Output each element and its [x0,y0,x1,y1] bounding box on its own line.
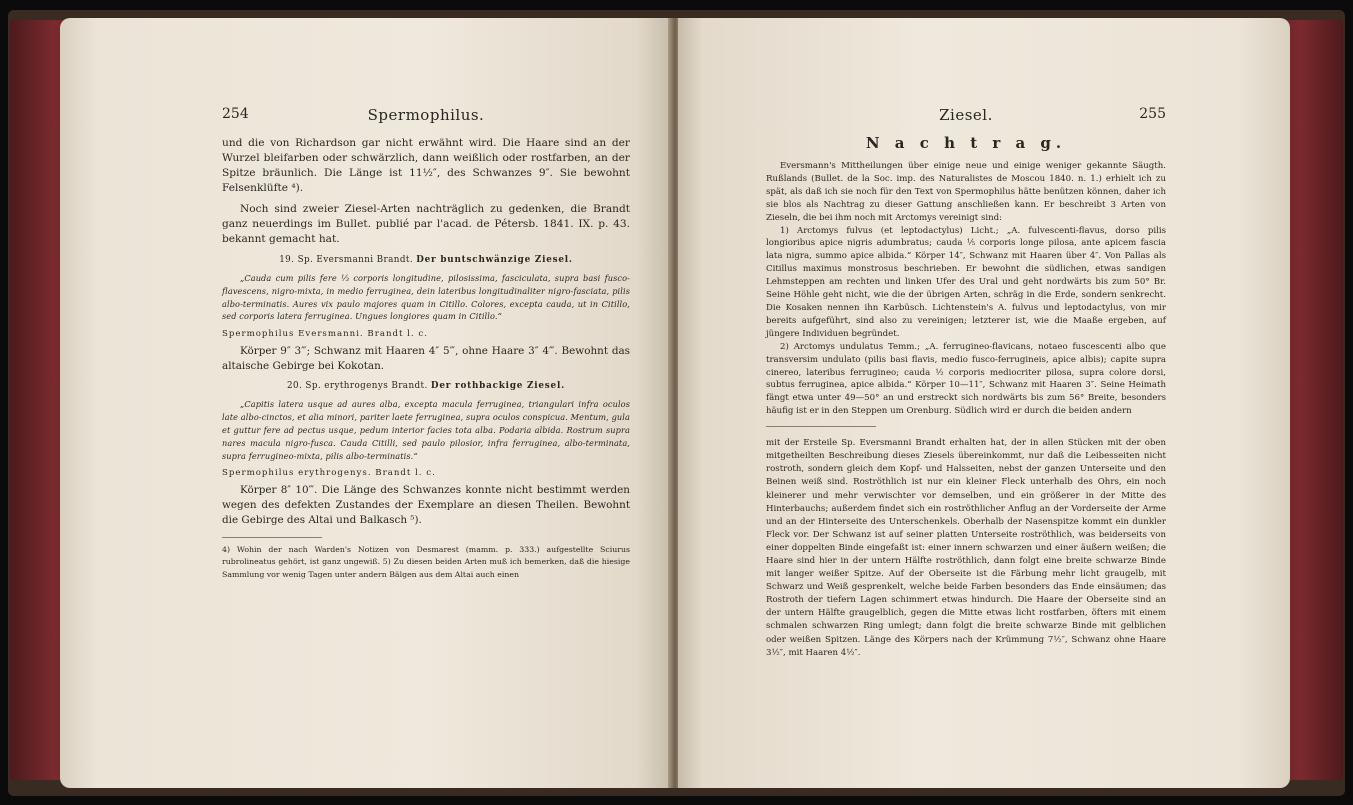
footnote-rule [222,537,322,538]
left-page [60,18,673,788]
left-para2: Noch sind zweier Ziesel-Arten nachträglich zu gedenken, die Brandt ganz neuerdings im Bullet. publié par l'acad. de Pétersb. 1841. IX. p. 43. bekannt gemacht hat. [222,203,630,245]
left-intro: und die von Richardson gar nicht erwähnt wird. Die Haare sind an der Wurzel bleifarben oder schwärzlich, dann weißlich oder rostfarben, an der Spitze bräunlich. Die Länge ist 11½″, des Schwanzes 9″. Sie bewohnt Felsenklüfte ⁴). [222,137,630,194]
species-20-synonym: Spermophilus erythrogenys. Brandt l. c. [222,468,436,479]
left-running-title: Spermophilus. [367,106,485,124]
right-running-title: Ziesel. [939,106,993,124]
species-19-latin: „Cauda cum pilis fere ⅓ corporis longitudine, pilosissima, fasciculata, supra basi fusco-flavescens, nigro-mixta, in medio ferruginea, dein lateribus longitudinaliter nigro-fasciata, pilis albo-terminatis. Aures vix paulo majores quam in Citillo. Colores, excepta cauda, ut in Citillo, sed corporis latera ferruginea. Ungues longiores quam in Citillo.“ [222,273,630,322]
species-19-body: Körper 9″ 3‴; Schwanz mit Haaren 4″ 5‴, ohne Haare 3″ 4‴. Bewohnt das altaische Gebirge bei Kokotan. [222,345,630,372]
left-running-head [222,106,630,130]
right-page [678,18,1290,788]
species-20-latin: „Capitis latera usque ad aures alba, excepta macula ferruginea, triangulari infra oculos late albo-cinctos, et alia minori, pariter laete ferruginea, supra oculos conspicua. Mentum, gula et guttur fere ad pectus usque, pedum interior facies tota alba. Podaria albida. Rostrum supra nares macula nigro-fusca. Cauda Citilli, sed paulo pilosior, infra ferruginea, albo-terminata, supra ferrugineo-mixta, pilis albo-terminatis.“ [222,399,630,461]
right-running-head [766,106,1166,130]
species-20-name: Der rothbackige Ziesel. [430,381,565,392]
left-footnotes: 4) Wohin der nach Warden's Notizen von Desmarest (mamm. p. 333.) aufgestellte Sciurus rubrolineatus gehört, ist ganz ungewiß. 5) Zu diesen beiden Arten muß ich bemerken, daß die hiesige Sammlung vor wenig Tagen unter andern Bälgen aus dem Altai auch einen [222,545,630,579]
left-page-number: 254 [222,106,249,122]
footnote-continuation: mit der Ersteile Sp. Eversmanni Brandt erhalten hat, der in allen Stücken mit der oben mitgetheilten Beschreibung dieses Ziesels übereinkommt, nur daß die Leibesseiten nicht rostroth, sondern gleich dem Kopf- und Halsseiten, nebst der ganzen Unterseite und den Beinen weiß sind. Roströthlich ist nur ein kleiner Fleck unterhalb des Ohrs, ein noch kleinerer und mehr verwischter vor demselben, und ein größerer in der Mitte des Hinterbauchs; außerdem findet sich ein roströthlicher Anflug an der Vorderseite der Arme und an der Hinterseite des Unterschenkels. Oberhalb der Nasenspitze kommt ein dunkler Fleck vor. Der Schwanz ist auf seiner platten Unterseite roströthlich, was beiderseits von einer doppelten Binde eingefaßt ist: einer innern schwarzen und einer äußern weißen; die Haare sind hier in der untern Hälfte roströthlich, dann folgt eine breite schwarze Binde mit langer weißer Spitze. Auf der Oberseite ist die Färbung mehr licht graugelb, mit Schwarz und Weiß gesprenkelt, welche beide Farben besonders das Ende einsäumen; das Rostroth der tiefern Lagen schimmert etwas hindurch. Die Haare der Oberseite sind an der untern Hälfte graugelblich, gegen die Mitte etwas licht rostfarben, öfters mit einem schmalen schwarzen Ring umlegt; dann folgt die breite schwarze Binde mit gelblichen oder weißen Spitzen. Länge des Körpers nach der Krümmung 7½″, Schwanz ohne Haare 3½″, mit Haaren 4½″. [766,438,1166,658]
species-19-synonym: Spermophilus Eversmanni. Brandt l. c. [222,329,428,340]
right-page-number: 255 [1139,106,1166,122]
nachtrag-item-2: 2) Arctomys undulatus Temm.; „A. ferrugineo-flavicans, notaeo fuscescenti albo que transversim undulato (pilis basi flavis, medio fusco-ferrugineis, apice albis); capite supra cinereo, lateribus ferrugineo; cauda ½ corporis mediocriter pilosa, supra colore dorsi, subtus ferruginea, apice albida.“ Körper 10—11″, Schwanz mit Haaren 3″. Seine Heimath fängt etwa unter 49—50° an und erstreckt sich nordwärts bis zum 56° Breite, besonders häufig ist er in den Steppen um Orenburg. Südlich wird er durch die beiden andern [766,341,1166,417]
species-19-heading: 19. Sp. Eversmanni Brandt. [279,255,414,265]
nachtrag-intro: Eversmann's Mittheilungen über einige neue und einige weniger gekannte Säugth. Rußlands (Bullet. de la Soc. imp. des Naturalistes de Moscou 1840. n. 1.) erhielt ich zu spät, als daß ich sie noch für den Text von Spermophilus hätte benützen können, daher ich sie blos als Nachtrag zu dieser Gattung anschließen kann. Er beschreibt 3 Arten von Zieseln, die bei ihm noch mit Arctomys vereinigt sind: [766,161,1166,223]
section-rule [766,426,876,427]
species-19-caption [222,253,630,268]
species-20-caption [222,379,630,394]
left-text-column [222,106,630,581]
nachtrag-item-1: 1) Arctomys fulvus (et leptodactylus) Licht.; „A. fulvescenti-flavus, dorso pilis longioribus apice nigris adumbratus; cauda ⅕ corporis longe pilosa, ante apicem fascia lata nigra, summo apice albida.“ Körper 14″, Schwanz mit Haaren über 4″. Von Pallas als Citillus maximus monstrosus beschrieben. Er bewohnt die südlichen, etwas sandigen Lehmsteppen am rechten und linken Ufer des Ural und geht nordwärts bis zum 50° Br. Seine Höhle geht nicht, wie die der übrigen Arten, schräg in die Erde, sondern senkrecht. Die Kosaken nennen ihn Karbüsch. Lichtenstein's A. fulvus und leptodactylus, von mir bereits aufgeführt, sind also zu vereinigen; letzterer ist, wie die Maaße ergeben, auf jüngere Individuen begründet. [766,225,1166,339]
species-19-name: Der buntschwänzige Ziesel. [416,255,573,265]
species-20-heading: 20. Sp. erythrogenys Brandt. [287,381,428,392]
species-20-body: Körper 8″ 10‴. Die Länge des Schwanzes konnte nicht bestimmt werden wegen des defekten Zustandes der Exemplare an diesen Theilen. Bewohnt die Gebirge des Altai und Balkasch ⁵). [222,484,630,526]
nachtrag-title: N a c h t r a g. [865,134,1067,152]
right-text-column [766,106,1166,660]
